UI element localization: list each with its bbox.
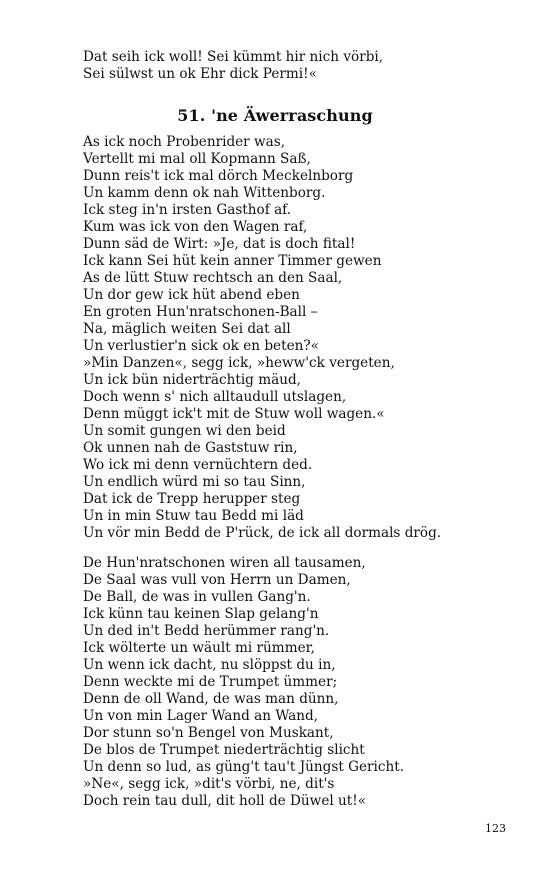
verse-line: Denn müggt ick't mit de Stuw woll wagen.« — [83, 406, 385, 422]
intro-verse — [83, 49, 523, 83]
verse-line: Un dor gew ick hüt abend eben — [83, 287, 300, 303]
verse-line: De Hun'nratschonen wiren all tausamen, — [83, 555, 366, 571]
verse-line: Na, mäglich weiten Sei dat all — [83, 321, 291, 337]
verse-line: Un kamm denn ok nah Wittenborg. — [83, 185, 326, 201]
verse-line: Un in min Stuw tau Bedd mi läd — [83, 508, 304, 524]
verse-line: Un vör min Bedd de P'rück, de ick all dormals drög. — [83, 525, 442, 541]
verse-line: Un ick bün niderträchtig mäud, — [83, 372, 301, 388]
verse-line: Ick künn tau keinen Slap gelang'n — [83, 606, 319, 622]
verse-line: Denn de oll Wand, de was man dünn, — [83, 691, 339, 707]
verse-line: Dat ick de Trepp herupper steg — [83, 491, 301, 507]
verse-line: »Ne«, segg ick, »dit's vörbi, ne, dit's — [83, 776, 335, 792]
verse-line: De Ball, de was in vullen Gang'n. — [83, 589, 311, 605]
verse-line: Un von min Lager Wand an Wand, — [83, 708, 319, 724]
verse-line: Ick kann Sei hüt kein anner Timmer gewen — [83, 253, 382, 269]
verse-line: Vertellt mi mal oll Kopmann Saß, — [83, 151, 311, 167]
verse-line: Dunn reis't ick mal dörch Meckelnborg — [83, 168, 354, 184]
verse-line: As de lütt Stuw rechtsch an den Saal, — [83, 270, 343, 286]
verse-line: Doch wenn s' nich alltaudull utslagen, — [83, 389, 347, 405]
verse-line: Ick wölterte un wäult mi rümmer, — [83, 640, 315, 656]
verse-line: Doch rein tau dull, dit holl de Düwel ut!« — [83, 793, 367, 809]
verse-line: Un wenn ick dacht, nu slöppst du in, — [83, 657, 336, 673]
verse-line: Un endlich würd mi so tau Sinn, — [83, 474, 306, 490]
verse-line: Ick steg in'n irsten Gasthof af. — [83, 202, 292, 218]
verse-line: Dor stunn so'n Bengel von Muskant, — [83, 725, 334, 741]
verse-line: As ick noch Probenrider was, — [83, 134, 286, 150]
verse-line: Denn weckte mi de Trumpet ümmer; — [83, 674, 338, 690]
verse-line: De Saal was vull von Herrn un Damen, — [83, 572, 351, 588]
stanza-1 — [83, 134, 523, 542]
page-number: 123 — [485, 822, 506, 835]
verse-line: Un denn so lud, as güng't tau't Jüngst Gericht. — [83, 759, 405, 775]
verse-line: Dunn säd de Wirt: »Je, dat is doch fital! — [83, 236, 356, 252]
poem-title: 51. 'ne Äwerraschung — [177, 106, 373, 125]
verse-line: »Min Danzen«, segg ick, »heww'ck vergeten, — [83, 355, 395, 371]
verse-line: Wo ick mi denn vernüchtern ded. — [83, 457, 313, 473]
verse-line: Ok unnen nah de Gaststuw rin, — [83, 440, 298, 456]
stanza-2 — [83, 555, 523, 810]
verse-line: Un ded in't Bedd herümmer rang'n. — [83, 623, 330, 639]
verse-line: De blos de Trumpet niederträchtig slicht — [83, 742, 365, 758]
verse-line: Un verlustier'n sick ok en beten?« — [83, 338, 319, 354]
verse-line: Dat seih ick woll! Sei kümmt hir nich vörbi, — [83, 49, 384, 65]
verse-line: Un somit gungen wi den beid — [83, 423, 286, 439]
verse-line: En groten Hun'nratschonen-Ball – — [83, 304, 318, 320]
verse-line: Kum was ick von den Wagen raf, — [83, 219, 308, 235]
verse-line: Sei sülwst un ok Ehr dick Permi!« — [83, 66, 317, 82]
